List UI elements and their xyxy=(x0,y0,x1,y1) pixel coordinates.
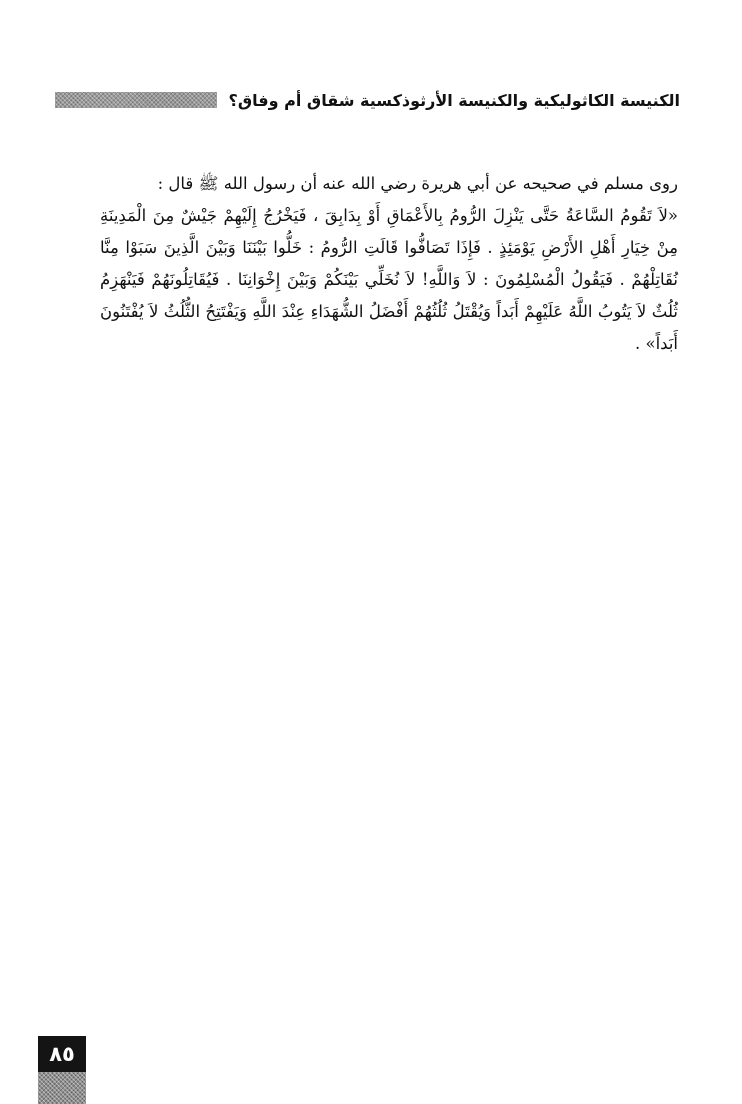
running-header xyxy=(98,86,680,114)
page-number-box xyxy=(38,1036,86,1104)
hadith-paragraph: «لاَ تَقُومُ السَّاعَةُ حَتَّى يَنْزِلَ الرُّومُ بِالأَعْمَاقِ أَوْ بِدَابِقَ ، فَيَخْرُجُ إِلَيْهِمْ جَيْشٌ مِنَ الْمَدِينَةِ مِنْ خِيَارِ أَهْلِ الأَرْضِ يَوْمَئِذٍ . فَإِذَا تَصَافُّوا قَالَتِ الرُّومُ : خَلُّوا بَيْنَنَا وَبَيْنَ الَّذِينَ سَبَوْا مِنَّا نُقَاتِلْهُمْ . فَيَقُولُ الْمُسْلِمُونَ : لاَ وَاللَّهِ! لاَ نُخَلِّي بَيْنَكُمْ وَبَيْنَ إِخْوَانِنَا . فَيُقَاتِلُونَهُمْ فَيَنْهَزِمُ ثُلُثٌ لاَ يَتُوبُ اللَّهُ عَلَيْهِمْ أَبَداً وَيُقْتَلُ ثُلُثُهُمْ أَفْضَلُ الشُّهَدَاءِ عِنْدَ اللَّهِ وَيَفْتَتِحُ الثُّلُثُ لاَ يُفْتَنُونَ أَبَداً» . xyxy=(100,206,678,353)
header-decorative-bar xyxy=(55,92,217,108)
header-title: الكنيسة الكاثوليكية والكنيسة الأرثوذكسية شقاق أم وفاق؟ xyxy=(228,90,680,110)
page-number: ٨٥ xyxy=(38,1036,86,1072)
intro-paragraph: روى مسلم في صحيحه عن أبي هريرة رضي الله عنه أن رسول الله ﷺ قال : xyxy=(157,174,678,193)
body-text xyxy=(100,168,678,360)
page-number-texture xyxy=(38,1072,86,1104)
